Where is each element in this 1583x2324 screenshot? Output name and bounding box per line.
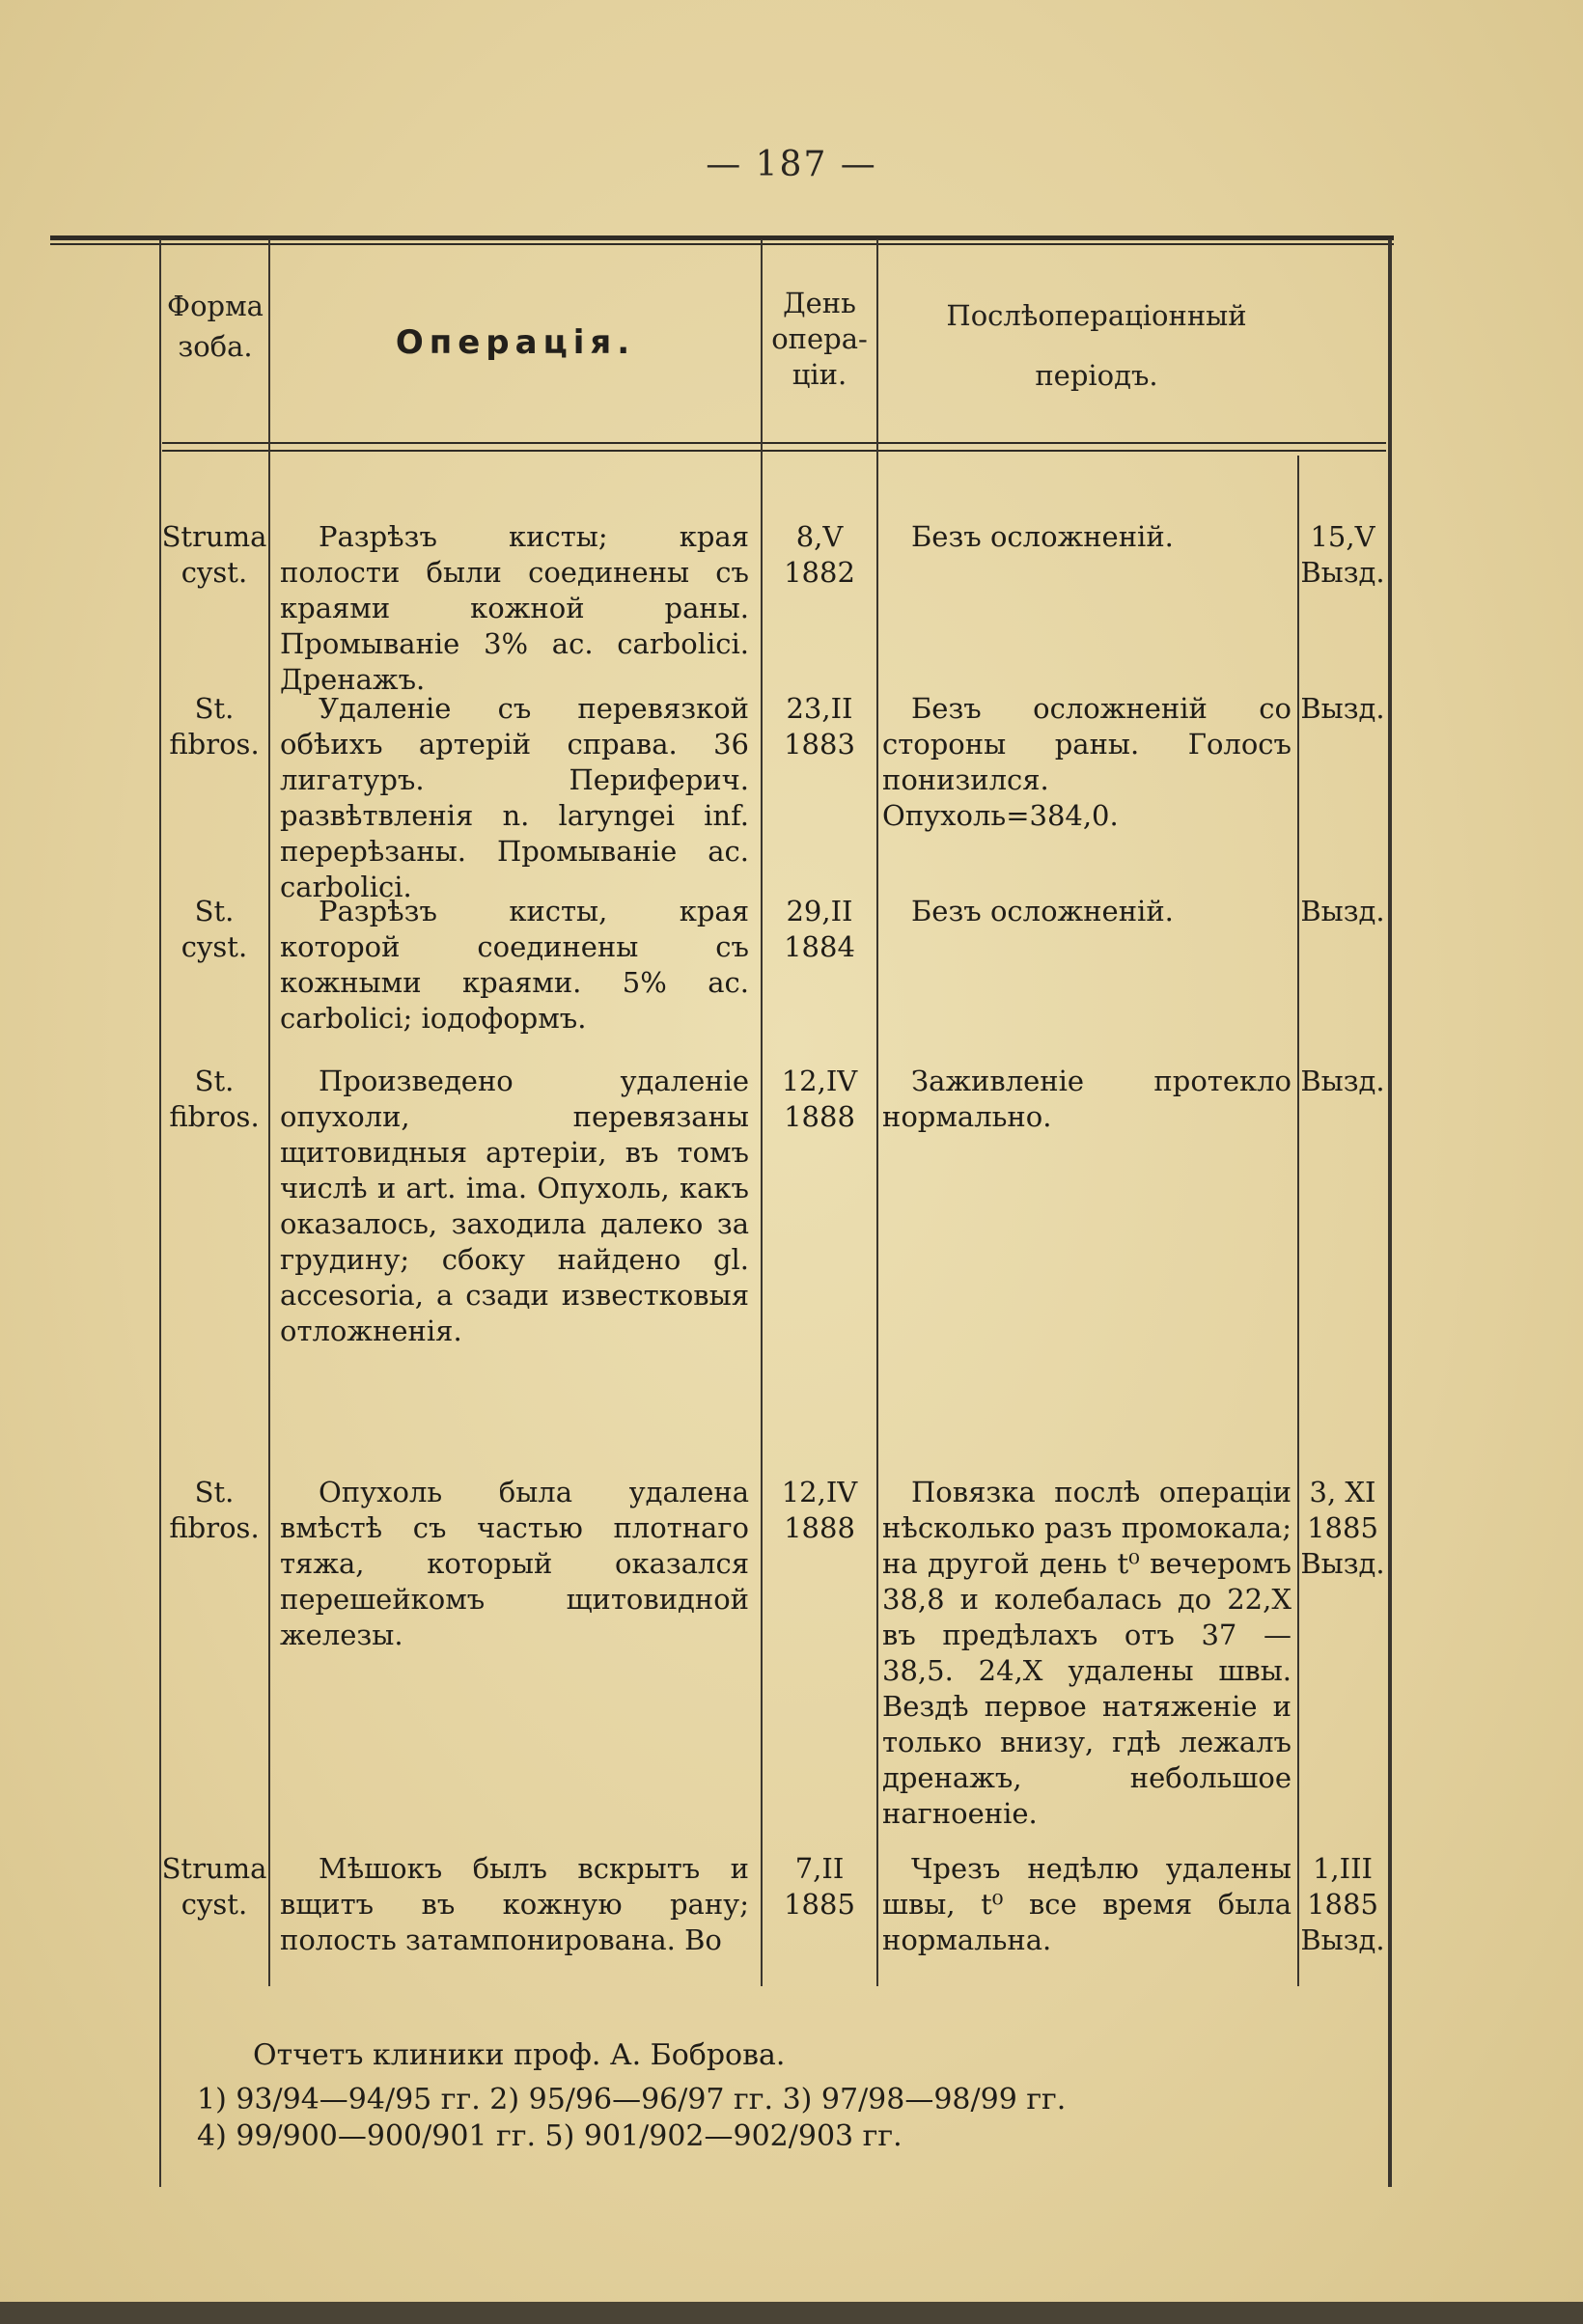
row-1-postop: Безъ осложненій. xyxy=(911,520,1174,553)
row-4-postop: Заживленіе протекло нормально. xyxy=(882,1065,1291,1133)
row-5-operation: Опухоль была удалена вмѣстѣ съ частью плотнаго тяжа, который оказался перешейкомъ щитовидной железы. xyxy=(280,1476,749,1651)
row-4-form: St. fibros. xyxy=(169,1065,260,1133)
row-2-form: St. fibros. xyxy=(169,692,260,761)
row-2-outcome: Вызд. xyxy=(1300,692,1385,725)
row-3-outcome: Вызд. xyxy=(1300,895,1385,927)
top-rule-thick xyxy=(50,235,1394,240)
header-postop: Послѣопераціонный періодъ. xyxy=(946,299,1247,392)
column-line-postop xyxy=(1297,456,1299,1986)
header-rule-2 xyxy=(162,450,1386,452)
row-5-form: St. fibros. xyxy=(169,1476,260,1544)
header-form: Форма зоба. xyxy=(167,290,264,363)
row-6-postop: Чрезъ недѣлю удалены швы, t⁰ все время была нормальна. xyxy=(882,1852,1291,1956)
row-3-form: St. cyst. xyxy=(181,895,248,963)
row-6-form: Struma cyst. xyxy=(161,1852,267,1921)
row-5-day: 12,IV 1888 xyxy=(781,1476,858,1544)
row-4-outcome: Вызд. xyxy=(1300,1065,1385,1097)
page-number: — 187 — xyxy=(706,145,877,184)
footer-report-title: Отчетъ клиники проф. А. Боброва. xyxy=(253,2038,786,2072)
row-4-operation: Произведено удаленіе опухоли, перевязаны щитовидныя артеріи, въ томъ числѣ и art. ima. Опухоль, какъ оказалось, заходила далеко за грудину; сбоку найдено gl. accesoria, а сзади известковыя отложненія. xyxy=(280,1065,749,1347)
top-rule-thin xyxy=(50,243,1394,245)
row-6-operation: Мѣшокъ былъ вскрытъ и вщитъ въ кожную рану; полость затампонирована. Во xyxy=(280,1852,749,1956)
row-3-day: 29,II 1884 xyxy=(784,895,855,963)
row-1-operation: Разрѣзъ кисты; края полости были соединены съ краями кожной раны. Промываніе 3% ac. carbolici. Дренажъ. xyxy=(280,520,749,696)
row-5-postop: Повязка послѣ операціи нѣсколько разъ промокала; на другой день t⁰ вечеромъ 38,8 и колебалась до 22,X въ предѣлахъ отъ 37 — 38,5. 24,X удалены швы. Вездѣ первое натяженіе и только внизу, гдѣ лежалъ дренажъ, небольшое нагноеніе. xyxy=(882,1476,1291,1830)
row-2-operation: Удаленіе съ перевязкой обѣихъ артерій справа. 36 лигатуръ. Периферич. развѣтвленія n. laryngei inf. перерѣзаны. Промываніе ac. carbolici. xyxy=(280,692,749,903)
row-3-postop: Безъ осложненій. xyxy=(911,895,1174,927)
page-bottom-edge xyxy=(0,2302,1583,2324)
header-operation: Операція. xyxy=(395,323,636,362)
header-day: День опера- ціи. xyxy=(771,287,868,391)
row-4-day: 12,IV 1888 xyxy=(781,1065,858,1133)
footer-periods-1: 1) 93/94—94/95 гг. 2) 95/96—96/97 гг. 3) 97/98—98/99 гг. xyxy=(197,2083,1067,2116)
row-2-postop: Безъ осложненій со стороны раны. Голосъ понизился. Опухоль=384,0. xyxy=(882,692,1291,832)
column-line-form xyxy=(268,239,270,1986)
row-2-day: 23,II 1883 xyxy=(784,692,855,761)
row-1-outcome: 15,V Вызд. xyxy=(1300,520,1385,589)
row-3-operation: Разрѣзъ кисты, края которой соединены съ кожными краями. 5% ac. carbolici; іодоформъ. xyxy=(280,895,749,1035)
row-1-day: 8,V 1882 xyxy=(784,520,855,589)
header-rule-1 xyxy=(162,442,1386,444)
row-5-outcome: 3, XI 1885 Вызд. xyxy=(1300,1476,1385,1580)
column-line-right xyxy=(1388,239,1392,2187)
row-1-form: Struma cyst. xyxy=(161,520,267,589)
row-6-day: 7,II 1885 xyxy=(784,1852,855,1921)
row-6-outcome: 1,III 1885 Вызд. xyxy=(1300,1852,1385,1956)
footer-periods-2: 4) 99/900—900/901 гг. 5) 901/902—902/903 гг. xyxy=(197,2119,903,2153)
column-line-day xyxy=(876,239,878,1986)
